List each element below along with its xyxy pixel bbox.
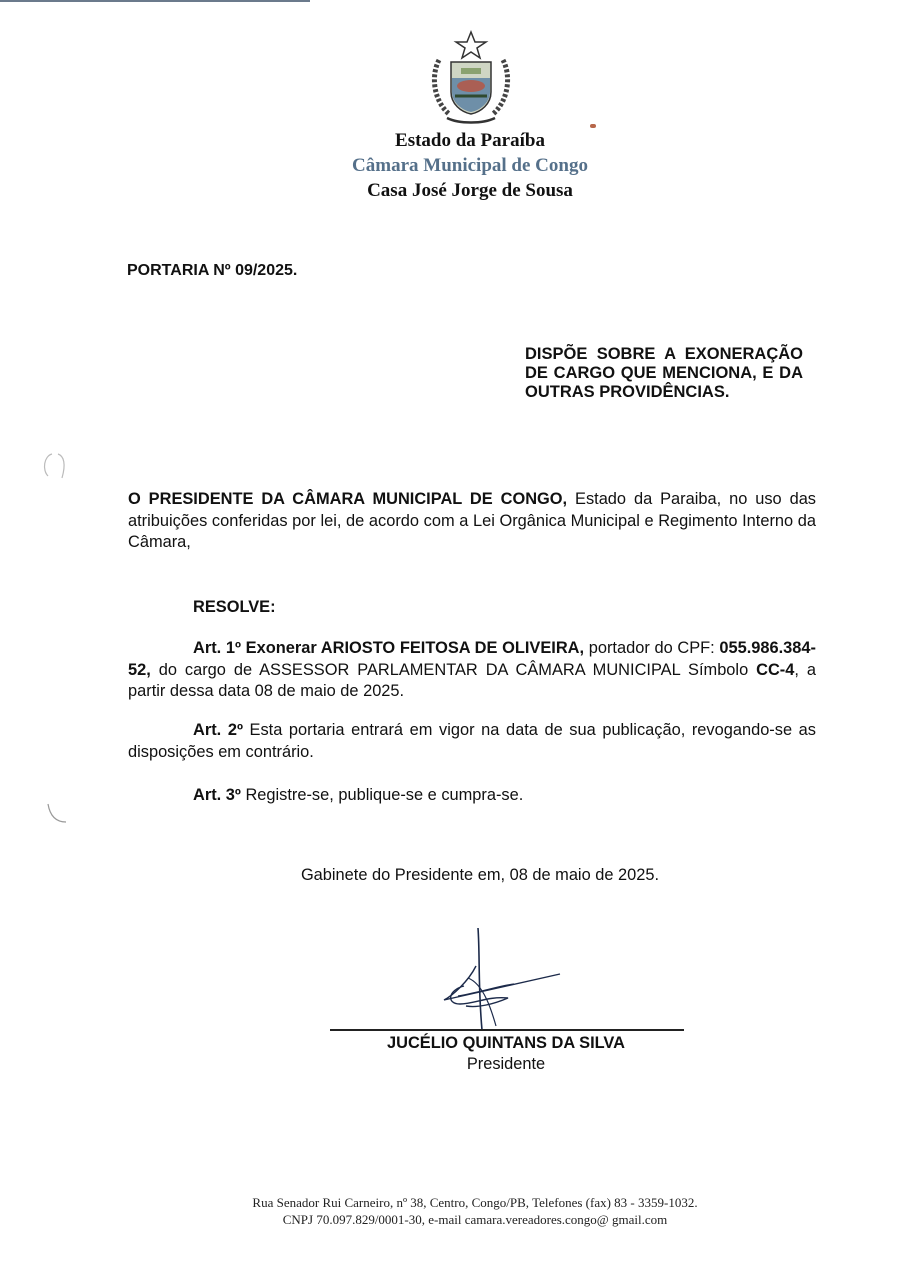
article-1-symbol: CC-4 — [756, 660, 795, 679]
coat-of-arms-icon — [425, 30, 517, 126]
article-2 — [128, 720, 816, 763]
letterhead — [0, 128, 900, 203]
article-3-text: Registre-se, publique-se e cumpra-se. — [240, 786, 524, 804]
article-3 — [193, 786, 523, 805]
article-1-text-a: portador do CPF: — [584, 639, 720, 657]
article-1-cpf: 055.986.384-52, — [128, 639, 816, 679]
resolve-heading: RESOLVE: — [193, 598, 276, 616]
office-date-line: Gabinete do Presidente em, 08 de maio de 2025. — [300, 866, 660, 884]
footer-cnpj-email: CNPJ 70.097.829/0001-30, e-mail camara.vereadores.congo@ gmail.com — [282, 1212, 668, 1227]
signatory-role: Presidente — [466, 1055, 546, 1073]
header-chamber: Câmara Municipal de Congo — [352, 155, 588, 176]
ordinance-number: PORTARIA Nº 09/2025. — [127, 262, 298, 279]
article-1 — [128, 638, 816, 703]
article-2-text: Esta portaria entrará em vigor na data de sua publicação, revogando-se as disposições em contrário. — [128, 721, 816, 761]
header-state: Estado da Paraíba — [395, 130, 545, 151]
scan-artifact-mark — [44, 800, 68, 826]
handwritten-signature — [438, 926, 564, 1038]
footer-address: Rua Senador Rui Carneiro, nº 38, Centro, Congo/PB, Telefones (fax) 83 - 3359-1032. — [252, 1195, 698, 1210]
preamble-authority: O PRESIDENTE DA CÂMARA MUNICIPAL DE CONGO, — [128, 490, 568, 508]
ink-speck — [590, 124, 596, 128]
preamble-paragraph — [128, 489, 816, 554]
article-3-label: Art. 3º — [193, 786, 241, 804]
page-footer — [0, 1194, 900, 1228]
article-1-text-c: , a partir dessa data 08 de maio de 2025. — [128, 660, 816, 700]
article-1-text-b: do cargo de ASSESSOR PARLAMENTAR DA CÂMARA MUNICIPAL Símbolo — [150, 660, 757, 679]
article-2-label: Art. 2º — [193, 721, 243, 739]
header-house: Casa José Jorge de Sousa — [367, 180, 573, 201]
ordinance-summary: DISPÕE SOBRE A EXONERAÇÃO DE CARGO QUE MENCIONA, E DA OUTRAS PROVIDÊNCIAS. — [525, 345, 803, 401]
signatory-name: JUCÉLIO QUINTANS DA SILVA — [387, 1034, 625, 1052]
scan-artifact-mark — [40, 448, 70, 482]
preamble-text: Estado da Paraiba, no uso das atribuições conferidas por lei, de acordo com a Lei Orgânica Municipal e Regimento Interno da Câmara, — [128, 490, 817, 551]
article-1-label: Art. 1º Exonerar ARIOSTO FEITOSA DE OLIVEIRA, — [193, 639, 585, 657]
signature-line — [330, 1029, 684, 1031]
top-edge-line — [0, 0, 310, 2]
